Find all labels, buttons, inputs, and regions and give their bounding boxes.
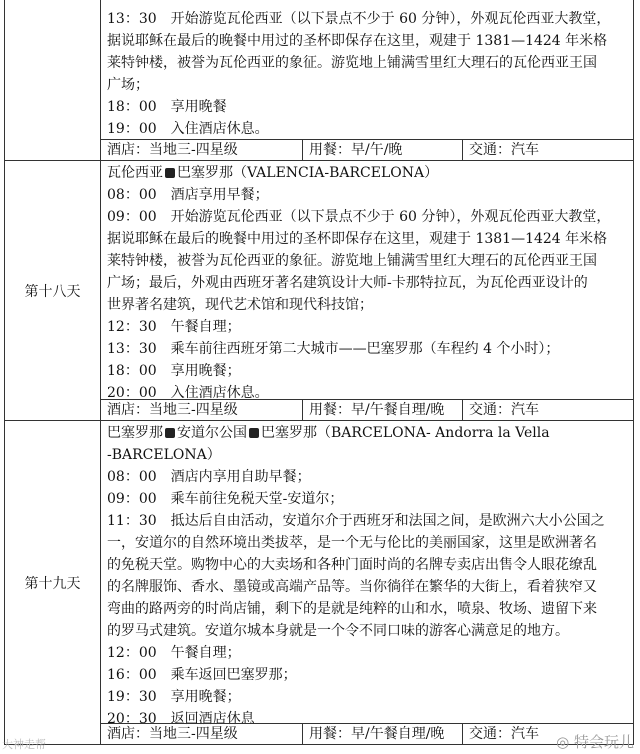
schedule-line: 广场； [107,77,149,93]
schedule-line: 的名牌服饰、香水、墨镜或高端产品等。当你徜徉在繁华的大街上，看着狭窄又 [107,579,597,595]
bus-icon [165,428,175,438]
route-origin: 瓦伦西亚 [107,165,163,181]
meal-info: 用餐：早/午餐自理/晚 [303,724,463,745]
day18-row [5,161,633,421]
schedule-line: 的免税天堂。购物中心的大卖场和各种门面时尚的名牌专卖店出售令人眼花缭乱 [107,557,597,573]
schedule-line: 12：30 午餐自理； [107,319,241,335]
schedule-line: 的罗马式建筑。安道尔城本身就是一个令不同口味的游客心满意足的地方。 [107,623,569,639]
itinerary-table [4,0,634,745]
schedule-line: 莱特钟楼，被誉为瓦伦西亚的象征。游览地上铺满雪里红大理石的瓦伦西亚王国 [107,55,597,71]
day18-label-cell [5,161,101,420]
bus-icon [165,168,175,178]
day19-row [5,421,633,745]
transport-info: 交通：汽车 [469,142,539,158]
schedule-line: 广场；最后，外观由西班牙著名建筑设计大师-卡那特拉瓦，为瓦伦西亚设计的 [107,275,588,291]
day18-content [107,162,631,404]
schedule-line: 08：00 酒店内享用自助早餐； [107,469,311,485]
meal-info: 用餐：早/午餐自理/晚 [303,400,463,421]
day-label: 第十九天 [24,576,81,592]
day17-row [5,0,633,161]
schedule-line: 09：00 乘车前往免税天堂-安道尔； [107,491,344,507]
watermark-right-text: 特会玩儿 [573,733,634,751]
schedule-line: 19：00 入住酒店休息。 [107,121,269,137]
day17-label-cell [5,0,101,160]
schedule-line: 08：00 酒店享用早餐； [107,187,269,203]
day19-label-cell [5,421,101,745]
schedule-line: 13：30 开始游览瓦伦西亚（以下景点不少于 60 分钟），外观瓦伦西亚大教堂， [107,11,611,27]
day17-content [107,8,631,140]
schedule-line: 一，安道尔的自然环境出类拔萃，是一个无与伦比的美丽国家，这里是欧洲著名 [107,535,597,551]
schedule-line: 据说耶稣在最后的晚餐中用过的圣杯即保存在这里，观建于 1381—1424 年米格 [107,33,608,49]
schedule-line: 弯曲的路两旁的时尚店铺，剩下的是就是纯粹的山和水，喷泉、牧场、遗留下来 [107,601,597,617]
schedule-line: 莱特钟楼，被誉为瓦伦西亚的象征。游览地上铺满雪里红大理石的瓦伦西亚王国 [107,253,597,269]
schedule-line: 13：30 乘车前往西班牙第二大城市——巴塞罗那（车程约 4 个小时）； [107,341,560,357]
day19-content [107,422,631,730]
transport-info: 交通：汽车 [469,402,539,418]
route-end: 巴塞罗那（BARCELONA- Andorra la Vella [261,425,550,441]
schedule-line: 20：30 返回酒店休息 [107,711,255,727]
schedule-line: 20：00 入住酒店休息。 [107,385,269,401]
schedule-line: 11：30 抵达后自由活动，安道尔介于西班牙和法国之间，是欧洲六大小公国之 [107,513,605,529]
schedule-line: 09：00 开始游览瓦伦西亚（以下景点不少于 60 分钟），外观瓦伦西亚大教堂， [107,209,611,225]
day-label: 第十八天 [24,283,81,300]
day17-footer [101,139,633,161]
schedule-line: 世界著名建筑，现代艺术馆和现代科技馆； [107,297,373,313]
schedule-line: 16：00 乘车返回巴塞罗那； [107,667,297,683]
meal-info: 用餐：早/午/晚 [303,140,463,161]
schedule-line: 18：00 享用晚餐 [107,99,227,115]
route-line-cont: -BARCELONA） [107,447,221,463]
hotel-info: 酒店：当地三-四星级 [101,140,303,161]
schedule-line: 18：00 享用晚餐； [107,363,241,379]
schedule-line: 据说耶稣在最后的晚餐中用过的圣杯即保存在这里，观建于 1381—1424 年米格 [107,231,608,247]
route-destination: 巴塞罗那（VALENCIA-BARCELONA） [177,165,439,181]
watermark-right [556,731,634,752]
route-line [107,422,631,444]
bus-icon [249,428,259,438]
day18-footer [101,399,633,421]
route-stop: 安道尔公国 [177,425,247,441]
hotel-info: 酒店：当地三-四星级 [101,724,303,745]
day19-footer [101,723,633,745]
transport-info: 交通：汽车 [469,726,539,742]
route-line [107,162,631,184]
watermark-left: 大神走帮 [2,738,46,751]
route-start: 巴塞罗那 [107,425,163,441]
schedule-line: 19：30 享用晚餐； [107,689,241,705]
hotel-info: 酒店：当地三-四星级 [101,400,303,421]
schedule-line: 12：00 午餐自理； [107,645,241,661]
wechat-icon: ◎ [556,733,570,751]
